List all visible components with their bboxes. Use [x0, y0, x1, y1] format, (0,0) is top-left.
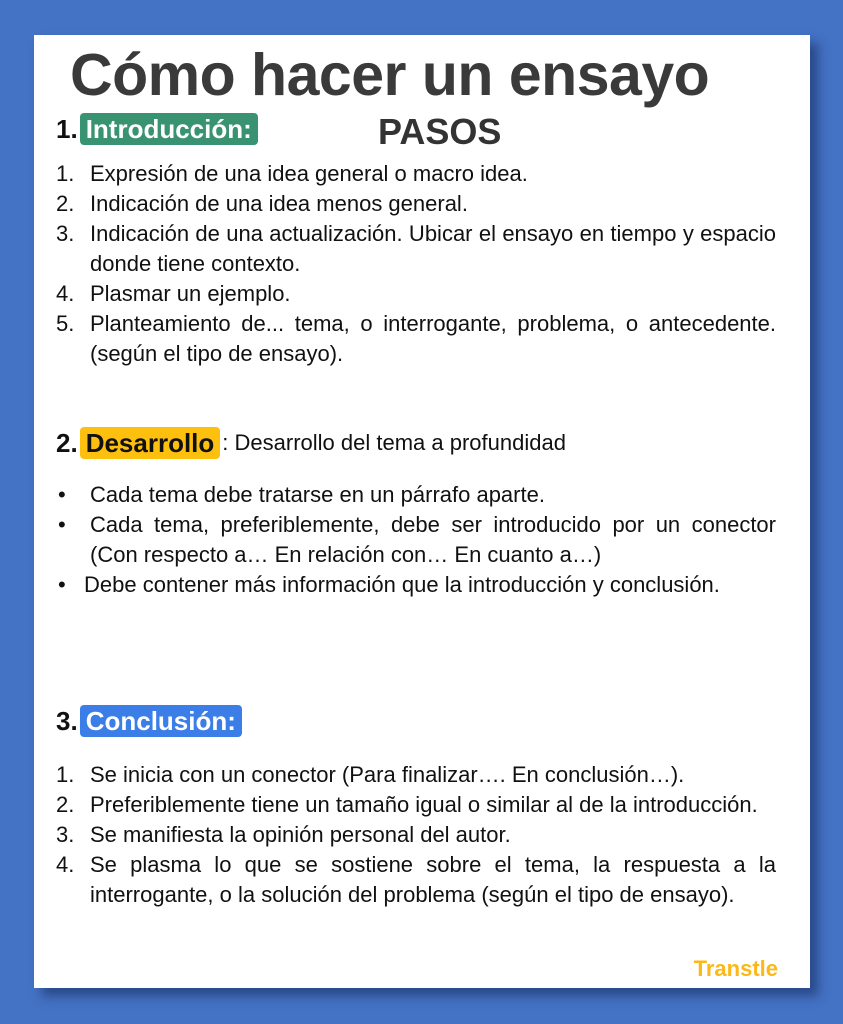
list-item: 1. Expresión de una idea general o macro idea.	[56, 161, 528, 186]
list-item: 5. Planteamiento de... tema, o interrogante, problema, o antecedente. (según el tipo de ensayo).	[56, 311, 776, 366]
conclusion-list	[56, 760, 776, 910]
section-conclusion-heading	[56, 705, 242, 737]
list-item: 4. Se plasma lo que se sostiene sobre el tema, la respuesta a la interrogante, o la solución del problema (según el tipo de ensayo).	[56, 852, 776, 907]
section-introduccion-heading	[56, 113, 258, 145]
list-item: 3. Indicación de una actualización. Ubicar el ensayo en tiempo y espacio donde tiene contexto.	[56, 221, 776, 276]
conclusion-badge: Conclusión:	[80, 705, 242, 737]
desarrollo-badge: Desarrollo	[80, 427, 221, 459]
list-item: • Debe contener más información que la introducción y conclusión.	[58, 572, 720, 597]
introduccion-list	[56, 159, 776, 369]
list-item: 4. Plasmar un ejemplo.	[56, 281, 291, 306]
section-number: 1.	[56, 113, 78, 144]
page-title: Cómo hacer un ensayo	[70, 42, 710, 108]
desarrollo-list	[56, 480, 776, 600]
list-item: 2. Preferiblemente tiene un tamaño igual o similar al de la introducción.	[56, 792, 758, 817]
list-item: 3. Se manifiesta la opinión personal del autor.	[56, 822, 511, 847]
infographic-card	[34, 35, 810, 988]
section-number: 2.	[56, 427, 78, 458]
desarrollo-description: : Desarrollo del tema a profundidad	[222, 430, 566, 455]
pasos-label: PASOS	[378, 111, 502, 152]
list-item: 1. Se inicia con un conector (Para finalizar…. En conclusión…).	[56, 762, 685, 787]
introduccion-badge: Introducción:	[80, 113, 258, 145]
list-item: 2. Indicación de una idea menos general.	[56, 191, 468, 216]
list-item: • Cada tema, preferiblemente, debe ser introducido por un conector (Con respecto a… En relación con… En cuanto a…)	[58, 512, 776, 567]
section-desarrollo-heading	[56, 427, 566, 459]
list-item: • Cada tema debe tratarse en un párrafo aparte.	[58, 482, 545, 507]
section-number: 3.	[56, 705, 78, 736]
brand-logo: Transtle	[693, 956, 778, 981]
